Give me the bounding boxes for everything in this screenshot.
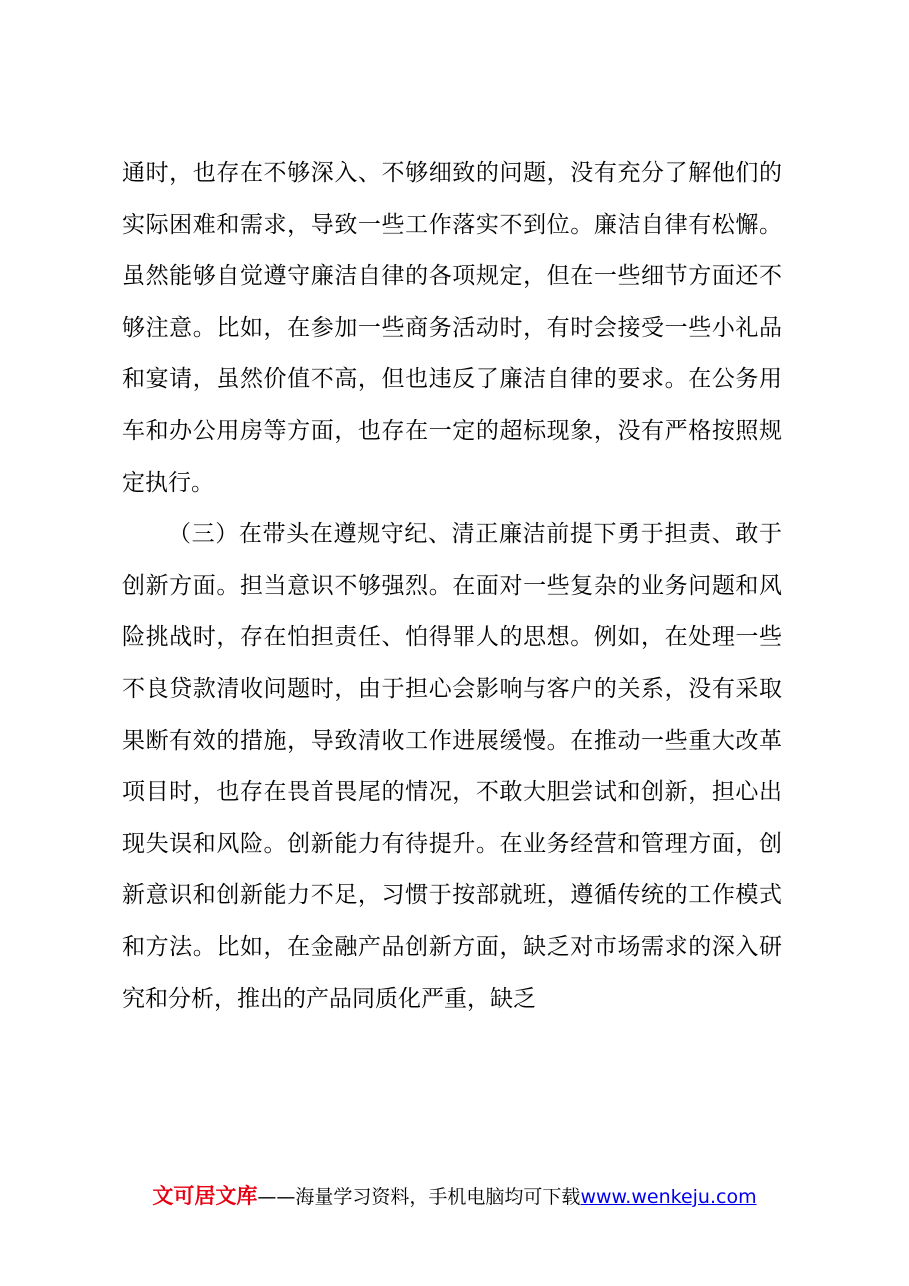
page-footer [0, 1181, 909, 1212]
document-body [122, 148, 782, 1025]
footer-tagline: ——海量学习资料，手机电脑均可下载 [257, 1186, 581, 1208]
footer-brand: 文可居文库 [152, 1184, 258, 1208]
paragraph-section-three: （三）在带头在遵规守纪、清正廉洁前提下勇于担责、敢于创新方面。担当意识不够强烈。在面对一些复杂的业务问题和风险挑战时，存在怕担责任、怕得罪人的思想。例如，在处理一些不良贷款清收问题时，由于担心会影响与客户的关系，没有采取果断有效的措施，导致清收工作进展缓慢。在推动一些重大改革项目时，也存在畏首畏尾的情况，不敢大胆尝试和创新，担心出现失误和风险。创新能力有待提升。在业务经营和管理方面，创新意识和创新能力不足，习惯于按部就班，遵循传统的工作模式和方法。比如，在金融产品创新方面，缺乏对市场需求的深入研究和分析，推出的产品同质化严重，缺乏 [122, 521, 782, 1012]
paragraph-continuation: 通时，也存在不够深入、不够细致的问题，没有充分了解他们的实际困难和需求，导致一些工作落实不到位。廉洁自律有松懈。虽然能够自觉遵守廉洁自律的各项规定，但在一些细节方面还不够注意。比如，在参加一些商务活动时，有时会接受一些小礼品和宴请，虽然价值不高，但也违反了廉洁自律的要求。在公务用车和办公用房等方面，也存在一定的超标现象，没有严格按照规定执行。 [122, 160, 782, 496]
footer-site-link[interactable]: www.wenkeju.com [580, 1186, 757, 1208]
